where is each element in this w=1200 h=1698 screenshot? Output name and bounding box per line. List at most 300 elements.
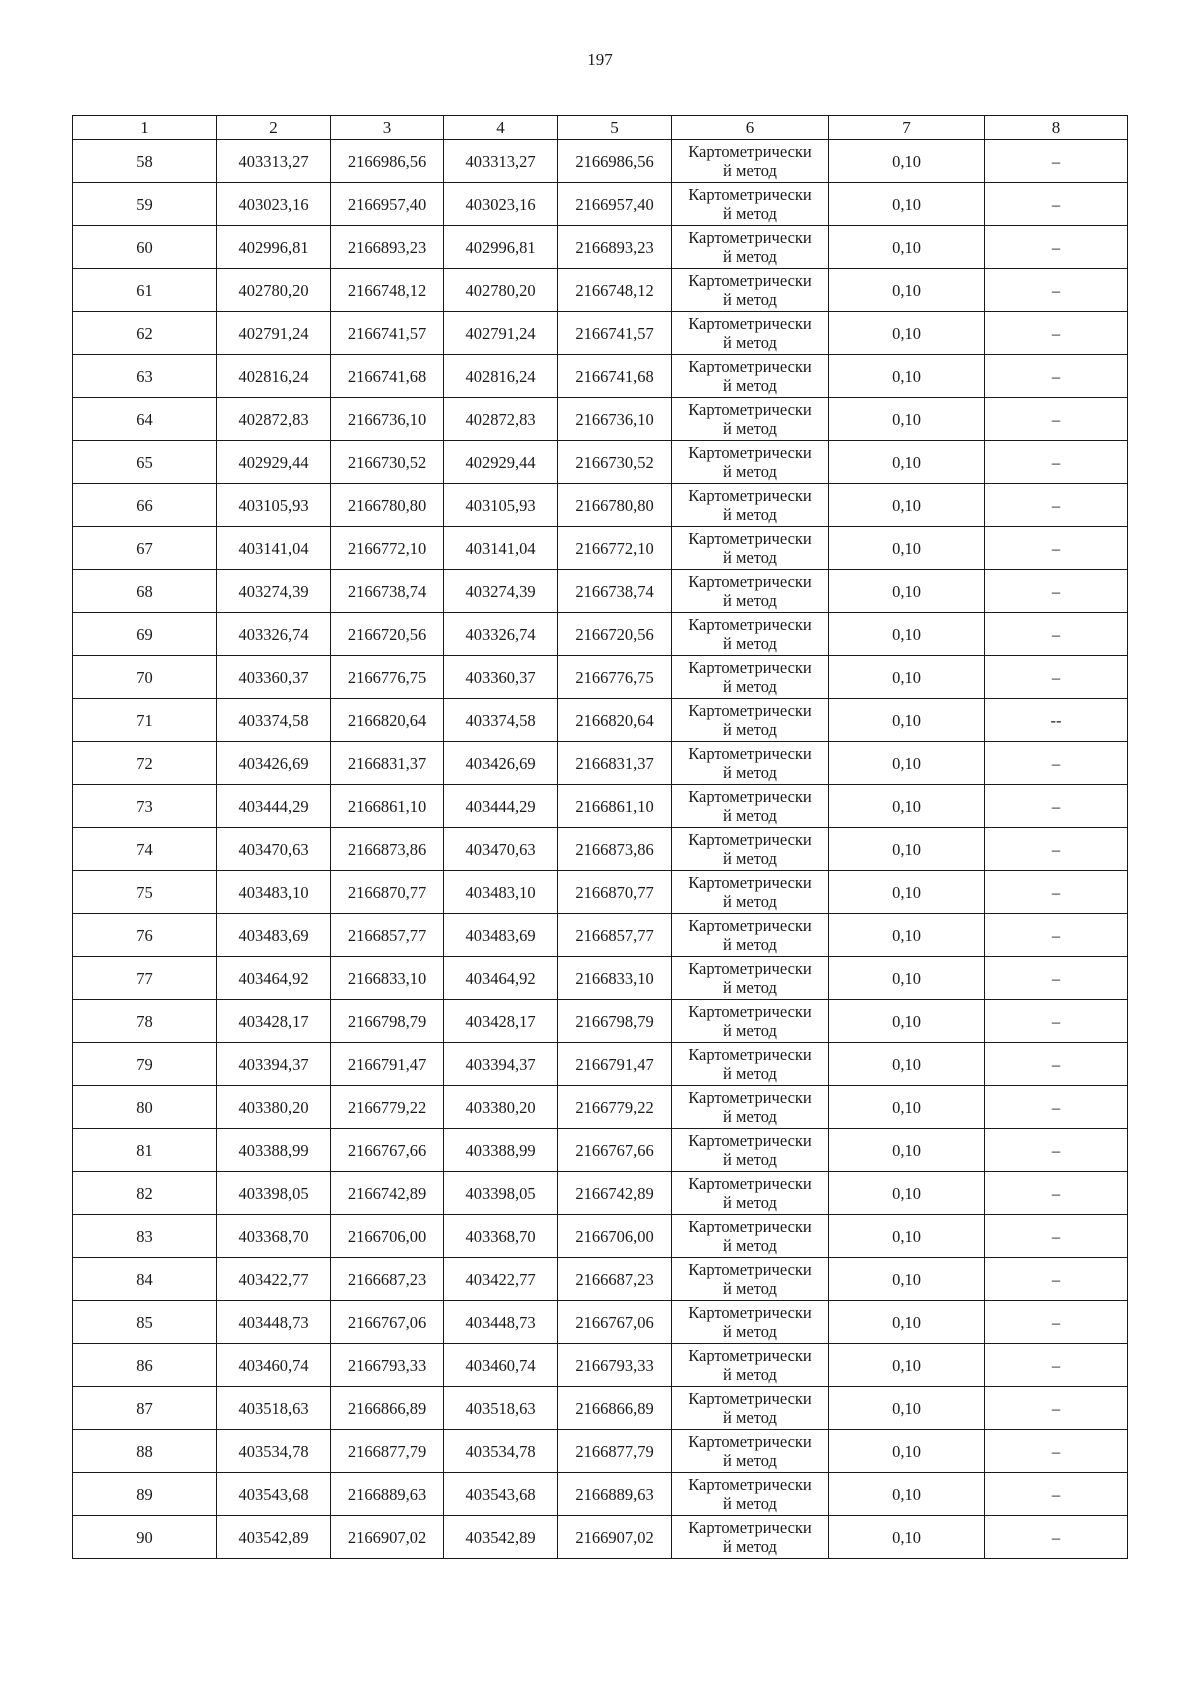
point-number-cell: 90	[73, 1516, 217, 1559]
x-coordinate-cell: 403398,05	[217, 1172, 331, 1215]
table-row	[73, 914, 1128, 957]
accuracy-cell: 0,10	[829, 1387, 985, 1430]
x-coordinate-cell: 403483,10	[444, 871, 558, 914]
x-coordinate-cell: 403313,27	[444, 140, 558, 183]
note-cell: –	[985, 1043, 1128, 1086]
note-cell: –	[985, 355, 1128, 398]
accuracy-cell: 0,10	[829, 1301, 985, 1344]
note-cell: –	[985, 1516, 1128, 1559]
x-coordinate-cell: 403105,93	[217, 484, 331, 527]
x-coordinate-cell: 403483,69	[444, 914, 558, 957]
accuracy-cell: 0,10	[829, 1172, 985, 1215]
note-cell: –	[985, 269, 1128, 312]
method-text: Картометрический метод	[688, 1217, 812, 1255]
accuracy-cell: 0,10	[829, 1129, 985, 1172]
y-coordinate-cell: 2166820,64	[331, 699, 444, 742]
method-cell	[672, 785, 829, 828]
method-cell	[672, 527, 829, 570]
x-coordinate-cell: 403543,68	[444, 1473, 558, 1516]
method-cell	[672, 1516, 829, 1559]
method-cell	[672, 1215, 829, 1258]
x-coordinate-cell: 403368,70	[217, 1215, 331, 1258]
x-coordinate-cell: 403274,39	[217, 570, 331, 613]
method-text: Картометрический метод	[688, 916, 812, 954]
table-row	[73, 269, 1128, 312]
x-coordinate-cell: 403460,74	[217, 1344, 331, 1387]
x-coordinate-cell: 403274,39	[444, 570, 558, 613]
x-coordinate-cell: 403483,10	[217, 871, 331, 914]
y-coordinate-cell: 2166820,64	[558, 699, 672, 742]
y-coordinate-cell: 2166767,06	[558, 1301, 672, 1344]
y-coordinate-cell: 2166957,40	[558, 183, 672, 226]
method-cell	[672, 613, 829, 656]
table-row	[73, 1000, 1128, 1043]
y-coordinate-cell: 2166893,23	[558, 226, 672, 269]
x-coordinate-cell: 402791,24	[444, 312, 558, 355]
y-coordinate-cell: 2166877,79	[558, 1430, 672, 1473]
point-number-cell: 76	[73, 914, 217, 957]
accuracy-cell: 0,10	[829, 828, 985, 871]
y-coordinate-cell: 2166720,56	[331, 613, 444, 656]
x-coordinate-cell: 402780,20	[444, 269, 558, 312]
accuracy-cell: 0,10	[829, 269, 985, 312]
method-cell	[672, 1430, 829, 1473]
table-row	[73, 1043, 1128, 1086]
note-cell: –	[985, 1430, 1128, 1473]
note-cell: –	[985, 398, 1128, 441]
method-cell	[672, 183, 829, 226]
note-cell: –	[985, 1172, 1128, 1215]
y-coordinate-cell: 2166741,57	[331, 312, 444, 355]
y-coordinate-cell: 2166831,37	[558, 742, 672, 785]
method-text: Картометрический метод	[688, 1518, 812, 1556]
method-cell	[672, 355, 829, 398]
method-cell	[672, 1258, 829, 1301]
y-coordinate-cell: 2166772,10	[331, 527, 444, 570]
accuracy-cell: 0,10	[829, 1086, 985, 1129]
point-number-cell: 72	[73, 742, 217, 785]
method-text: Картометрический метод	[688, 314, 812, 352]
point-number-cell: 63	[73, 355, 217, 398]
method-text: Картометрический метод	[688, 701, 812, 739]
point-number-cell: 84	[73, 1258, 217, 1301]
point-number-cell: 61	[73, 269, 217, 312]
accuracy-cell: 0,10	[829, 1430, 985, 1473]
y-coordinate-cell: 2166706,00	[331, 1215, 444, 1258]
method-text: Картометрический метод	[688, 1174, 812, 1212]
note-cell: –	[985, 957, 1128, 1000]
y-coordinate-cell: 2166776,75	[558, 656, 672, 699]
y-coordinate-cell: 2166833,10	[331, 957, 444, 1000]
x-coordinate-cell: 402872,83	[444, 398, 558, 441]
note-cell: –	[985, 785, 1128, 828]
y-coordinate-cell: 2166748,12	[558, 269, 672, 312]
point-number-cell: 68	[73, 570, 217, 613]
table-row	[73, 1344, 1128, 1387]
x-coordinate-cell: 403023,16	[217, 183, 331, 226]
method-cell	[672, 140, 829, 183]
x-coordinate-cell: 403360,37	[444, 656, 558, 699]
x-coordinate-cell: 403394,37	[217, 1043, 331, 1086]
method-cell	[672, 1000, 829, 1043]
table-row	[73, 1473, 1128, 1516]
accuracy-cell: 0,10	[829, 1344, 985, 1387]
accuracy-cell: 0,10	[829, 183, 985, 226]
y-coordinate-cell: 2166861,10	[558, 785, 672, 828]
x-coordinate-cell: 402791,24	[217, 312, 331, 355]
x-coordinate-cell: 403141,04	[217, 527, 331, 570]
point-number-cell: 67	[73, 527, 217, 570]
y-coordinate-cell: 2166736,10	[331, 398, 444, 441]
y-coordinate-cell: 2166873,86	[558, 828, 672, 871]
table-row	[73, 355, 1128, 398]
column-header: 1	[73, 116, 217, 140]
y-coordinate-cell: 2166720,56	[558, 613, 672, 656]
method-text: Картометрический метод	[688, 271, 812, 309]
point-number-cell: 77	[73, 957, 217, 1000]
method-cell	[672, 699, 829, 742]
x-coordinate-cell: 403374,58	[444, 699, 558, 742]
table-row	[73, 1430, 1128, 1473]
accuracy-cell: 0,10	[829, 1258, 985, 1301]
table-row	[73, 1129, 1128, 1172]
y-coordinate-cell: 2166742,89	[331, 1172, 444, 1215]
y-coordinate-cell: 2166741,68	[331, 355, 444, 398]
y-coordinate-cell: 2166793,33	[331, 1344, 444, 1387]
accuracy-cell: 0,10	[829, 871, 985, 914]
method-cell	[672, 1129, 829, 1172]
method-text: Картометрический метод	[688, 1346, 812, 1384]
y-coordinate-cell: 2166986,56	[558, 140, 672, 183]
method-text: Картометрический метод	[688, 228, 812, 266]
x-coordinate-cell: 403518,63	[444, 1387, 558, 1430]
x-coordinate-cell: 403326,74	[444, 613, 558, 656]
method-text: Картометрический метод	[688, 1475, 812, 1513]
table-row	[73, 527, 1128, 570]
note-cell: –	[985, 484, 1128, 527]
y-coordinate-cell: 2166687,23	[331, 1258, 444, 1301]
table-row	[73, 871, 1128, 914]
method-text: Картометрический метод	[688, 658, 812, 696]
point-number-cell: 87	[73, 1387, 217, 1430]
method-cell	[672, 398, 829, 441]
point-number-cell: 74	[73, 828, 217, 871]
accuracy-cell: 0,10	[829, 570, 985, 613]
accuracy-cell: 0,10	[829, 1215, 985, 1258]
table-row	[73, 1516, 1128, 1559]
x-coordinate-cell: 403326,74	[217, 613, 331, 656]
x-coordinate-cell: 402816,24	[444, 355, 558, 398]
note-cell: –	[985, 1086, 1128, 1129]
y-coordinate-cell: 2166957,40	[331, 183, 444, 226]
x-coordinate-cell: 403460,74	[444, 1344, 558, 1387]
x-coordinate-cell: 403360,37	[217, 656, 331, 699]
point-number-cell: 60	[73, 226, 217, 269]
table-row	[73, 1215, 1128, 1258]
note-cell: --	[985, 699, 1128, 742]
note-cell: –	[985, 1215, 1128, 1258]
table-row	[73, 1301, 1128, 1344]
accuracy-cell: 0,10	[829, 398, 985, 441]
y-coordinate-cell: 2166767,66	[331, 1129, 444, 1172]
y-coordinate-cell: 2166706,00	[558, 1215, 672, 1258]
accuracy-cell: 0,10	[829, 699, 985, 742]
page-number: 197	[587, 50, 613, 69]
accuracy-cell: 0,10	[829, 1473, 985, 1516]
y-coordinate-cell: 2166776,75	[331, 656, 444, 699]
method-cell	[672, 269, 829, 312]
point-number-cell: 83	[73, 1215, 217, 1258]
y-coordinate-cell: 2166798,79	[331, 1000, 444, 1043]
x-coordinate-cell: 403428,17	[444, 1000, 558, 1043]
method-cell	[672, 656, 829, 699]
point-number-cell: 89	[73, 1473, 217, 1516]
method-text: Картометрический метод	[688, 185, 812, 223]
table-row	[73, 828, 1128, 871]
method-cell	[672, 441, 829, 484]
x-coordinate-cell: 403388,99	[444, 1129, 558, 1172]
column-header: 3	[331, 116, 444, 140]
y-coordinate-cell: 2166741,68	[558, 355, 672, 398]
table-row	[73, 742, 1128, 785]
accuracy-cell: 0,10	[829, 527, 985, 570]
x-coordinate-cell: 403313,27	[217, 140, 331, 183]
x-coordinate-cell: 403422,77	[444, 1258, 558, 1301]
x-coordinate-cell: 403518,63	[217, 1387, 331, 1430]
method-text: Картометрический метод	[688, 1389, 812, 1427]
y-coordinate-cell: 2166791,47	[558, 1043, 672, 1086]
method-cell	[672, 1172, 829, 1215]
method-cell	[672, 742, 829, 785]
table-row	[73, 785, 1128, 828]
table-row	[73, 312, 1128, 355]
y-coordinate-cell: 2166889,63	[558, 1473, 672, 1516]
method-text: Картометрический метод	[688, 142, 812, 180]
method-cell	[672, 1344, 829, 1387]
method-text: Картометрический метод	[688, 1131, 812, 1169]
note-cell: –	[985, 183, 1128, 226]
x-coordinate-cell: 403470,63	[217, 828, 331, 871]
column-header: 7	[829, 116, 985, 140]
x-coordinate-cell: 403426,69	[217, 742, 331, 785]
x-coordinate-cell: 403374,58	[217, 699, 331, 742]
note-cell: –	[985, 828, 1128, 871]
note-cell: –	[985, 441, 1128, 484]
point-number-cell: 70	[73, 656, 217, 699]
x-coordinate-cell: 403448,73	[217, 1301, 331, 1344]
point-number-cell: 73	[73, 785, 217, 828]
x-coordinate-cell: 403380,20	[444, 1086, 558, 1129]
table-body	[73, 140, 1128, 1559]
note-cell: –	[985, 613, 1128, 656]
note-cell: –	[985, 914, 1128, 957]
note-cell: –	[985, 742, 1128, 785]
note-cell: –	[985, 1344, 1128, 1387]
note-cell: –	[985, 226, 1128, 269]
method-cell	[672, 957, 829, 1000]
x-coordinate-cell: 403542,89	[444, 1516, 558, 1559]
method-text: Картометрический метод	[688, 873, 812, 911]
method-cell	[672, 484, 829, 527]
x-coordinate-cell: 402872,83	[217, 398, 331, 441]
method-cell	[672, 226, 829, 269]
x-coordinate-cell: 403368,70	[444, 1215, 558, 1258]
x-coordinate-cell: 403394,37	[444, 1043, 558, 1086]
point-number-cell: 58	[73, 140, 217, 183]
y-coordinate-cell: 2166986,56	[331, 140, 444, 183]
column-header: 5	[558, 116, 672, 140]
x-coordinate-cell: 402780,20	[217, 269, 331, 312]
y-coordinate-cell: 2166873,86	[331, 828, 444, 871]
y-coordinate-cell: 2166779,22	[558, 1086, 672, 1129]
point-number-cell: 81	[73, 1129, 217, 1172]
table-header	[73, 116, 1128, 140]
x-coordinate-cell: 403444,29	[444, 785, 558, 828]
column-header: 4	[444, 116, 558, 140]
accuracy-cell: 0,10	[829, 914, 985, 957]
table-row	[73, 441, 1128, 484]
point-number-cell: 86	[73, 1344, 217, 1387]
accuracy-cell: 0,10	[829, 656, 985, 699]
method-text: Картометрический метод	[688, 1432, 812, 1470]
method-text: Картометрический метод	[688, 1303, 812, 1341]
note-cell: –	[985, 527, 1128, 570]
accuracy-cell: 0,10	[829, 441, 985, 484]
x-coordinate-cell: 403141,04	[444, 527, 558, 570]
note-cell: –	[985, 1129, 1128, 1172]
y-coordinate-cell: 2166780,80	[331, 484, 444, 527]
x-coordinate-cell: 402929,44	[444, 441, 558, 484]
y-coordinate-cell: 2166742,89	[558, 1172, 672, 1215]
point-number-cell: 69	[73, 613, 217, 656]
y-coordinate-cell: 2166866,89	[558, 1387, 672, 1430]
method-cell	[672, 828, 829, 871]
y-coordinate-cell: 2166870,77	[331, 871, 444, 914]
table-row	[73, 183, 1128, 226]
x-coordinate-cell: 403542,89	[217, 1516, 331, 1559]
y-coordinate-cell: 2166907,02	[331, 1516, 444, 1559]
table-row	[73, 957, 1128, 1000]
table-row	[73, 613, 1128, 656]
table-row	[73, 140, 1128, 183]
point-number-cell: 75	[73, 871, 217, 914]
accuracy-cell: 0,10	[829, 312, 985, 355]
point-number-cell: 59	[73, 183, 217, 226]
y-coordinate-cell: 2166767,66	[558, 1129, 672, 1172]
note-cell: –	[985, 1301, 1128, 1344]
note-cell: –	[985, 871, 1128, 914]
note-cell: –	[985, 1387, 1128, 1430]
table-row	[73, 570, 1128, 613]
x-coordinate-cell: 403380,20	[217, 1086, 331, 1129]
y-coordinate-cell: 2166738,74	[331, 570, 444, 613]
method-text: Картометрический метод	[688, 959, 812, 997]
table-row	[73, 226, 1128, 269]
y-coordinate-cell: 2166779,22	[331, 1086, 444, 1129]
x-coordinate-cell: 403543,68	[217, 1473, 331, 1516]
note-cell: –	[985, 1473, 1128, 1516]
x-coordinate-cell: 403444,29	[217, 785, 331, 828]
x-coordinate-cell: 402816,24	[217, 355, 331, 398]
method-text: Картометрический метод	[688, 1002, 812, 1040]
point-number-cell: 65	[73, 441, 217, 484]
x-coordinate-cell: 403426,69	[444, 742, 558, 785]
accuracy-cell: 0,10	[829, 484, 985, 527]
y-coordinate-cell: 2166772,10	[558, 527, 672, 570]
y-coordinate-cell: 2166780,80	[558, 484, 672, 527]
note-cell: –	[985, 1000, 1128, 1043]
method-cell	[672, 871, 829, 914]
table-row	[73, 699, 1128, 742]
y-coordinate-cell: 2166748,12	[331, 269, 444, 312]
y-coordinate-cell: 2166870,77	[558, 871, 672, 914]
accuracy-cell: 0,10	[829, 1516, 985, 1559]
x-coordinate-cell: 403422,77	[217, 1258, 331, 1301]
x-coordinate-cell: 403464,92	[217, 957, 331, 1000]
y-coordinate-cell: 2166907,02	[558, 1516, 672, 1559]
method-text: Картометрический метод	[688, 1260, 812, 1298]
table-row	[73, 1086, 1128, 1129]
x-coordinate-cell: 403534,78	[444, 1430, 558, 1473]
column-header: 8	[985, 116, 1128, 140]
note-cell: –	[985, 1258, 1128, 1301]
accuracy-cell: 0,10	[829, 957, 985, 1000]
y-coordinate-cell: 2166798,79	[558, 1000, 672, 1043]
method-text: Картометрический метод	[688, 357, 812, 395]
table-row	[73, 656, 1128, 699]
accuracy-cell: 0,10	[829, 355, 985, 398]
y-coordinate-cell: 2166736,10	[558, 398, 672, 441]
point-number-cell: 80	[73, 1086, 217, 1129]
point-number-cell: 64	[73, 398, 217, 441]
y-coordinate-cell: 2166866,89	[331, 1387, 444, 1430]
y-coordinate-cell: 2166741,57	[558, 312, 672, 355]
method-text: Картометрический метод	[688, 572, 812, 610]
method-text: Картометрический метод	[688, 1088, 812, 1126]
accuracy-cell: 0,10	[829, 1043, 985, 1086]
method-cell	[672, 1473, 829, 1516]
method-text: Картометрический метод	[688, 443, 812, 481]
x-coordinate-cell: 403105,93	[444, 484, 558, 527]
column-header: 2	[217, 116, 331, 140]
x-coordinate-cell: 403448,73	[444, 1301, 558, 1344]
method-text: Картометрический метод	[688, 615, 812, 653]
accuracy-cell: 0,10	[829, 1000, 985, 1043]
table-row	[73, 1258, 1128, 1301]
y-coordinate-cell: 2166857,77	[331, 914, 444, 957]
column-header: 6	[672, 116, 829, 140]
point-number-cell: 88	[73, 1430, 217, 1473]
table-row	[73, 398, 1128, 441]
y-coordinate-cell: 2166893,23	[331, 226, 444, 269]
point-number-cell: 79	[73, 1043, 217, 1086]
y-coordinate-cell: 2166861,10	[331, 785, 444, 828]
point-number-cell: 66	[73, 484, 217, 527]
method-cell	[672, 914, 829, 957]
x-coordinate-cell: 403534,78	[217, 1430, 331, 1473]
y-coordinate-cell: 2166889,63	[331, 1473, 444, 1516]
method-text: Картометрический метод	[688, 400, 812, 438]
method-text: Картометрический метод	[688, 486, 812, 524]
x-coordinate-cell: 403483,69	[217, 914, 331, 957]
table-row	[73, 1387, 1128, 1430]
x-coordinate-cell: 403023,16	[444, 183, 558, 226]
y-coordinate-cell: 2166738,74	[558, 570, 672, 613]
y-coordinate-cell: 2166857,77	[558, 914, 672, 957]
accuracy-cell: 0,10	[829, 226, 985, 269]
accuracy-cell: 0,10	[829, 785, 985, 828]
method-text: Картометрический метод	[688, 529, 812, 567]
